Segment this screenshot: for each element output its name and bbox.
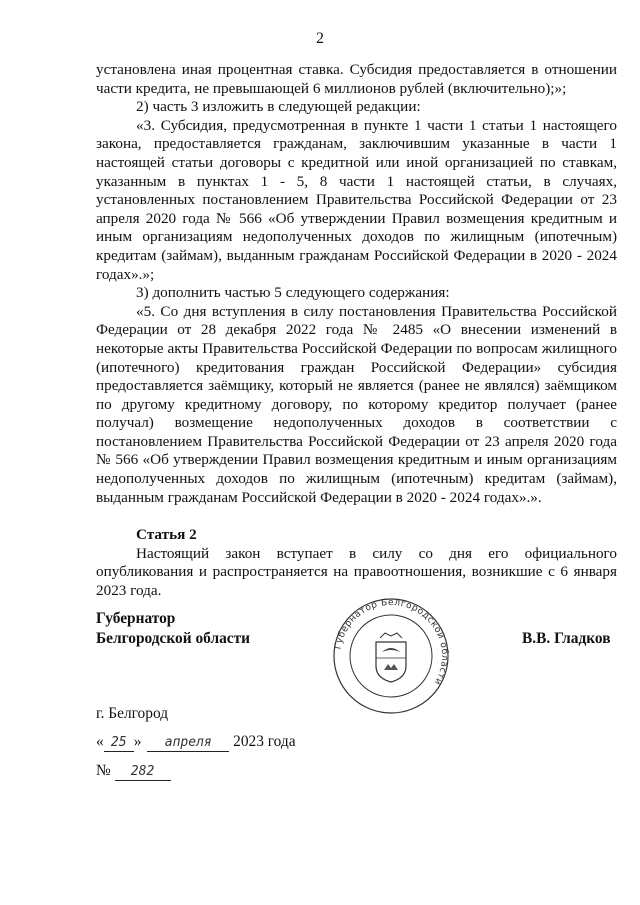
- date-month: апреля: [164, 735, 212, 750]
- paragraph: 3) дополнить частью 5 следующего содержания:: [136, 284, 450, 302]
- date-quote-open: «: [96, 733, 104, 750]
- number-field: [115, 763, 171, 781]
- position-line: Белгородской области: [96, 630, 251, 647]
- coat-of-arms-icon: [376, 633, 406, 682]
- date-year: 2023 года: [233, 733, 296, 750]
- number-label: №: [96, 762, 111, 779]
- paragraph: «5. Со дня вступления в силу постановления Правительства Российской Федерации от 28 декабря 2022 года № 2485 «О внесении изменений в некоторые акты Правительства Российской Федерации по вопросам жилищного (ипотечного) кредитования граждан Российской Федерации» субсидия предоставляется заёмщику, который не является (ранее не являлся) заёмщиком по другому кредитному договору, по которому кредитор получает (ранее получал) возмещение недополученных доходов в соответствии с постановлением Правительства Российской Федерации от 23 апреля 2020 года № 566 «Об утверждении Правил возмещения кредитным и иным организациям недополученных доходов по жилищным (ипотечным) кредитам (займам), выданным гражданам Российской Федерации в 2020 - 2024 годах».».: [96, 302, 617, 506]
- number-line: [96, 762, 171, 781]
- number-value: 282: [130, 764, 155, 779]
- seal-text: Губернатор Белгородской области: [333, 597, 450, 687]
- signatory-position: [96, 609, 250, 649]
- date-quote-close: »: [133, 733, 142, 750]
- paragraph: 2) часть 3 изложить в следующей редакции:: [136, 98, 421, 116]
- place-of-signing: г. Белгород: [96, 705, 169, 722]
- document-body: [96, 61, 617, 601]
- article-text: Настоящий закон вступает в силу со дня его официального опубликования и распространяется на правоотношения, возникшие с 6 января 2023 года.: [96, 544, 617, 600]
- page-number: 2: [316, 30, 324, 47]
- signatory-name: В.В. Гладков: [522, 630, 611, 647]
- paragraph: «3. Субсидия, предусмотренная в пункте 1 части 1 статьи 1 настоящего закона, предоставляется гражданам, заключившим указанные в части 1 настоящей статьи договоры с кредитной или иной организацией по ставкам, указанным в пунктах 1 - 5, 8 части 1 настоящей статьи, в случаях, установленных постановлением Правительства Российской Федерации от 23 апреля 2020 года № 566 «Об утверждении Правил возмещения кредитным и иным организациям недополученных доходов по жилищным (ипотечным) кредитам (займам), выданным гражданам Российской Федерации в 2020 - 2024 годах».»;: [96, 116, 617, 283]
- position-line: Губернатор: [96, 610, 176, 627]
- date-day-field: [104, 734, 134, 752]
- paragraph: установлена иная процентная ставка. Субсидия предоставляется в отношении части кредита, не превышающей 6 миллионов рублей (включительно);»;: [96, 61, 617, 97]
- official-seal: [332, 586, 450, 726]
- date-day: 25: [110, 735, 127, 750]
- date-line: [96, 733, 296, 752]
- article-title: Статья 2: [136, 526, 197, 544]
- date-month-field: [147, 734, 229, 752]
